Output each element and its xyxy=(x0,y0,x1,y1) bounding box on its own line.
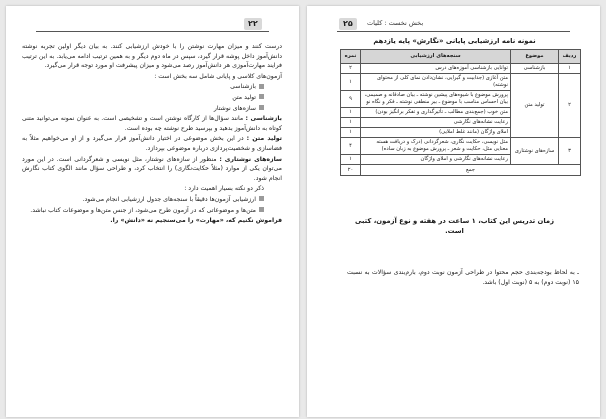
total-label: جمع xyxy=(361,165,581,176)
table-caption: زمان تدریس این کتاب، ۱ ساعت در هفته و نوع آزمون، کتبی است. xyxy=(354,217,555,235)
exam-part-item: بازشناسی xyxy=(22,82,282,92)
header-score: نمره xyxy=(341,50,361,64)
table-row: رعایت نشانه‌های نگارشی و املای واژگان ۱ xyxy=(341,155,581,165)
table-title: نمونه نامه ارزشیابی پایانی «نگارش» پایه یازدهم xyxy=(373,37,536,45)
evaluation-table xyxy=(340,49,581,176)
table-row: ۳ سازه‌های نوشتاری مثل نویسی، حکایت نگاری، شعرگردانی (درک و دریافت هسته معنایی مثل، حکایت و شعر ـ پرورش موضوع به زبان ساده) ۴ xyxy=(341,138,581,155)
bullet-square-icon xyxy=(259,94,264,99)
table-total-row xyxy=(341,165,581,176)
table-row: املای واژگان (مانند غلط املایی) ۱ xyxy=(341,128,581,138)
budget-note: ـ به لحاظ بودجه‌بندی حجم محتوا در طراحی آزمون نوبت دوم، بارم‌بندی سؤالات به نسبت ۱۵ (نوبت دوم) به ۵ (نوبت اول) باشد. xyxy=(347,269,579,286)
bullet-square-icon xyxy=(259,196,264,201)
table-header-row xyxy=(341,50,581,64)
left-header-rule xyxy=(36,31,269,32)
exam-part-item: سازه‌های نوشتار xyxy=(22,104,282,114)
bullet-square-icon xyxy=(259,105,264,110)
bullet-square-icon xyxy=(259,207,264,212)
tolid-paragraph: تولید متن : در این بخش موضوعی در اختیار دانش‌آموز قرار می‌گیرد و از او می‌خواهیم مثلاً به فضاسازی و شخصیت‌پردازی درباره موضوعی بپردازد. xyxy=(22,135,282,152)
table-row: رعایت نشانه‌های نگارشی ۱ xyxy=(341,118,581,128)
total-score: ۲۰ xyxy=(341,165,361,176)
table-row: ۱ بازشناسی توانایی بازشناسی آموزه‌های درس ۲ xyxy=(341,64,581,74)
table-row: متن خوب (جمع‌بندی مطالب ـ تأثیرگذاری و تفکر برانگیز بودن) ۱ xyxy=(341,108,581,118)
sazeh-paragraph: سازه‌های نوشتاری : منظور از سازه‌های نوشتار، مثل نویسی و شعرگردانی است. در این مورد می‌توان یکی از موارد (مثلاً حکایت‌نگاری) را انتخاب کرد، و طراحی سؤال مانند الگوی کتاب نگارش انجام شود. xyxy=(22,155,283,182)
left-page-number: ۲۲ xyxy=(244,18,262,30)
header-criteria: سنجه‌های ارزشیابی xyxy=(361,50,511,64)
closing-line: فراموش نکنیم که، «مهارت» را می‌سنجیم نه «دانش» را. xyxy=(110,217,282,225)
exam-part-item: تولید متن xyxy=(22,93,282,103)
running-head: بخش نخست : کلیات xyxy=(367,19,424,27)
right-page-number: ۲۵ xyxy=(339,18,357,30)
exam-intro: آزمون‌های کلاسی و پایانی شامل سه بخش است : xyxy=(154,72,282,80)
right-header-rule xyxy=(337,31,570,32)
attention-item: ارزشیابی آزمون‌ها دقیقاً با سنجه‌های جدول ارزشیابی انجام می‌شود. xyxy=(22,195,282,205)
right-page xyxy=(307,6,600,417)
bazshenasi-paragraph: بازشناسی : مانند سؤال‌ها از کارگاه نوشتن است و تشخیصی است. به عنوان نمونه می‌توانید متنی کوتاه به دانش‌آموز بدهید و بپرسید طرح نوشته چه بوده است. xyxy=(22,115,282,132)
header-row-number: ردیف xyxy=(559,50,581,64)
table-row: ۲ تولید متن متن آغازی (جذابیت و گیرایی، نشان‌دادن نمای کلی از محتوای نوشته) ۱ xyxy=(341,74,581,91)
attention-item: متن‌ها و موضوعاتی که در آزمون طرح می‌شود، از جنس متن‌ها و موضوعات کتاب نباشد. xyxy=(22,206,282,216)
left-page xyxy=(6,6,299,417)
attention-intro: ذکر دو نکته بسیار اهمیت دارد : xyxy=(184,185,264,193)
intro-paragraph: درست کنند و میزان مهارت نوشتن را با خودش ارزشیابی کنند. به بیان دیگر اولین تجربه نوشته دانش‌آموز داخل پوشه قرار گیرد، سپس در ماه دوم دیگر و به همین ترتیب ادامه می‌یابد. به این ترتیب فرایند مهارت‌آموزی هر دانش‌آموز رصد می‌شود و میزان پیشرفت او مورد توجه قرار می‌گیرد. xyxy=(22,43,282,70)
header-topic: موضوع xyxy=(511,50,559,64)
left-page-body xyxy=(22,42,282,227)
table-row: پرورش موضوع با شیوه‌های پیشین نوشته ـ بیان صادقانه و صمیمی، بیان احساس مناسب با موضوع ـ بیر منطقی نوشته ـ فکر و نگاه نو ۹ xyxy=(341,91,581,108)
bullet-square-icon xyxy=(259,84,264,89)
